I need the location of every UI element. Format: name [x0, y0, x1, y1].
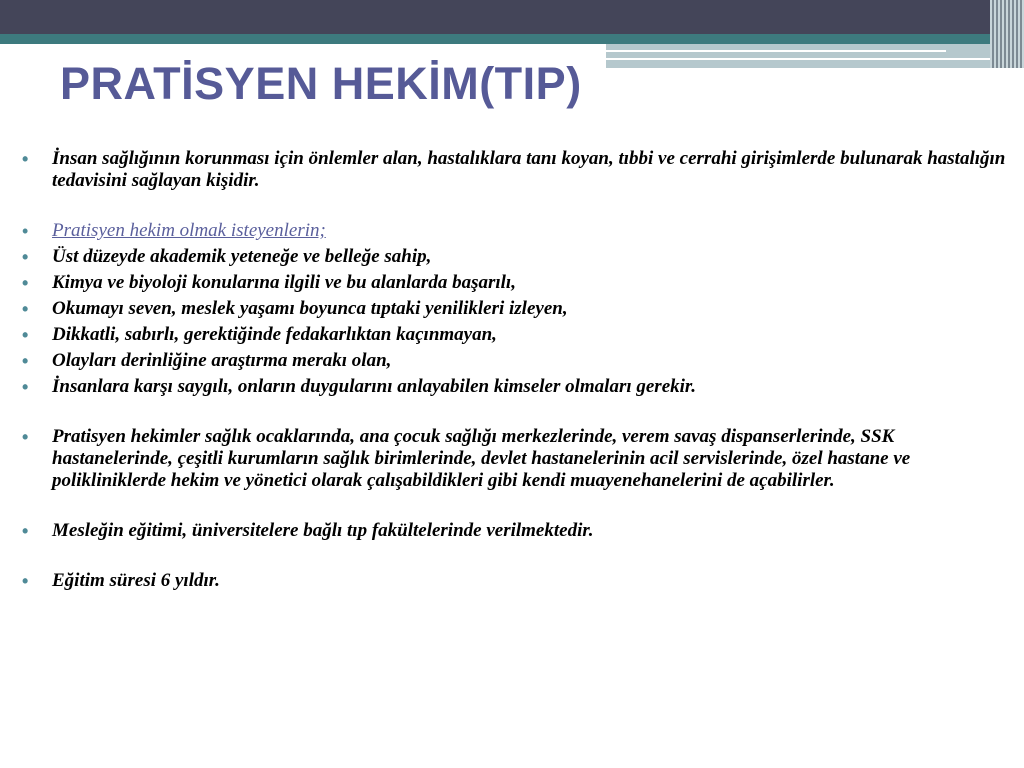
decorative-stripes: [990, 0, 1024, 68]
bullet-list: [22, 148, 1012, 592]
bullet-item-definition: • İnsan sağlığının korunması için önlemler alan, hastalıklara tanı koyan, tıbbi ve cerrahi girişimlerde bulunarak hastalığın tedavisini sağlayan kişidir.: [22, 148, 1012, 192]
bullet-item-duration: • Eğitim süresi 6 yıldır.: [22, 570, 1012, 592]
decorative-line: [606, 50, 946, 52]
bullet-item-requirements-heading[interactable]: • Pratisyen hekim olmak isteyenlerin;: [22, 220, 1012, 242]
slide-content: [22, 148, 1012, 592]
bullet-item-education: • Mesleğin eğitimi, üniversitelere bağlı tıp fakültelerinde verilmektedir.: [22, 520, 1012, 542]
bullet-item: • Üst düzeyde akademik yeteneğe ve belleğe sahip,: [22, 246, 1012, 268]
bullet-item: • Okumayı seven, meslek yaşamı boyunca tıptaki yenilikleri izleyen,: [22, 298, 1012, 320]
bullet-item: • Olayları derinliğine araştırma merakı olan,: [22, 350, 1012, 372]
bullet-item: • Dikkatli, sabırlı, gerektiğinde fedakarlıktan kaçınmayan,: [22, 324, 1012, 346]
bullet-item: • Kimya ve biyoloji konularına ilgili ve bu alanlarda başarılı,: [22, 272, 1012, 294]
slide-title: PRATİSYEN HEKİM(TIP): [60, 58, 582, 109]
decorative-line: [606, 58, 994, 60]
bullet-item: • İnsanlara karşı saygılı, onların duygularını anlayabilen kimseler olmaları gerekir.: [22, 376, 1012, 398]
header-bar: [0, 0, 1024, 34]
bullet-item-workplaces: • Pratisyen hekimler sağlık ocaklarında, ana çocuk sağlığı merkezlerinde, verem savaş dispanserlerinde, SSK hastanelerinde, çeşitli kurumların sağlık birimlerinde, devlet hastanelerinin acil servislerinde, özel hastane ve polikliniklerde hekim ve yönetici olarak çalışabildikleri gibi kendi muayenehanelerini de açabilirler.: [22, 426, 1012, 492]
header-accent-band: [0, 34, 1024, 44]
